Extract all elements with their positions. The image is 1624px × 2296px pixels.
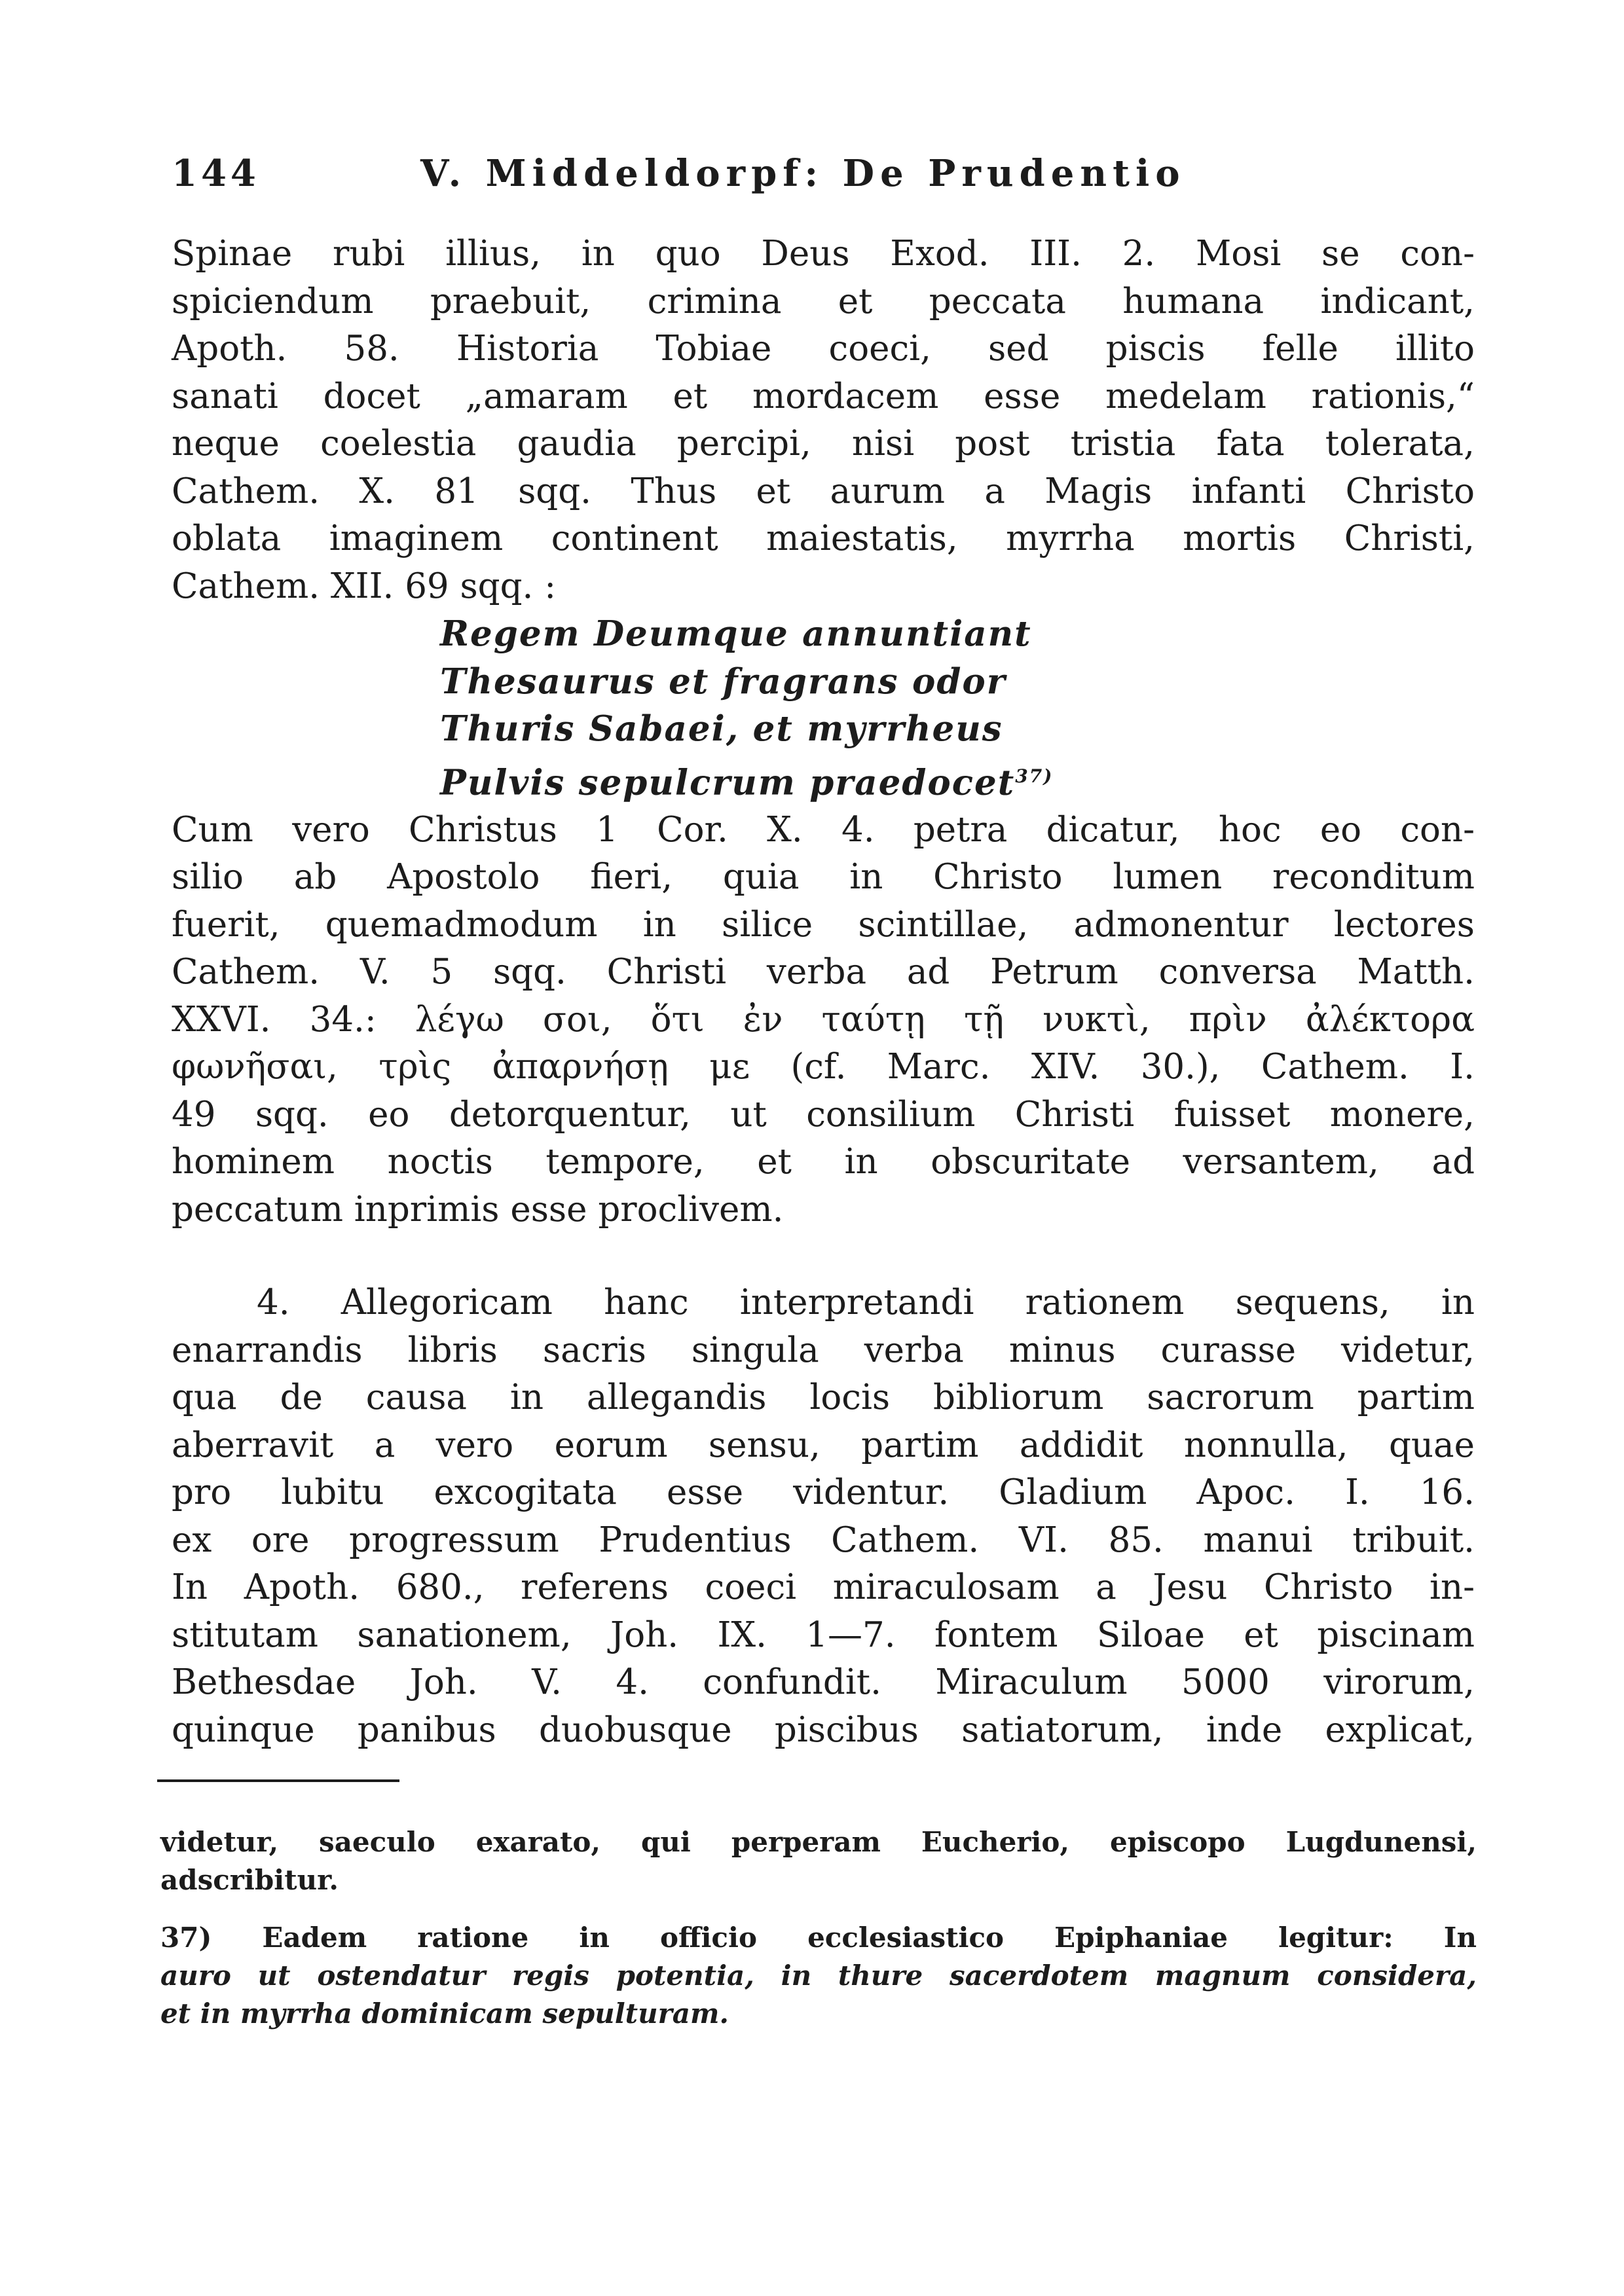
text-line: oblata imaginem continent maiestatis, myrrha mortis Christi, xyxy=(172,519,1475,558)
main-text xyxy=(172,230,1475,1754)
text-line: neque coelestia gaudia percipi, nisi post tristia fata tolerata, xyxy=(172,424,1475,464)
footnote-ref: 37) xyxy=(1015,765,1054,787)
verse-line: Thuris Sabaei, et myrrheus xyxy=(440,708,1003,749)
running-header xyxy=(172,152,1481,204)
text-line: hominem noctis tempore, et in obscuritate versantem, ad xyxy=(172,1142,1475,1182)
text-line-greek: φωνῆσαι, τρὶς ἀπαρνήσῃ με (cf. Marc. XIV. 30.), Cathem. I. xyxy=(172,1047,1475,1087)
footnote-separator xyxy=(157,1779,399,1782)
footnote-line: videtur, saeculo exarato, qui perperam Eucherio, episcopo Lugdunensi, xyxy=(160,1826,1477,1858)
text-line: Bethesdae Joh. V. 4. confundit. Miraculum 5000 virorum, xyxy=(172,1662,1475,1703)
verse-line: Thesaurus et fragrans odor xyxy=(440,661,1006,702)
text-line: stitutam sanationem, Joh. IX. 1—7. fontem Siloae et piscinam xyxy=(172,1614,1475,1655)
paragraph-start: 4. Allegoricam hanc interpretandi rationem sequens, in xyxy=(257,1283,1475,1323)
text-line: In Apoth. 680., referens coeci miraculosam a Jesu Christo in- xyxy=(172,1567,1475,1608)
text-line: enarrandis libris sacris singula verba minus curasse videtur, xyxy=(172,1330,1475,1370)
footnote-line: auro ut ostendatur regis potentia, in thure sacerdotem magnum considera, xyxy=(160,1959,1477,1992)
footnote-line: 37) Eadem ratione in officio ecclesiastico Epiphaniae legitur: In xyxy=(160,1922,1477,1954)
footnotes xyxy=(160,1823,1477,2033)
text-line: Spinae rubi illius, in quo Deus Exod. III. 2. Mosi se con- xyxy=(172,234,1475,274)
text-line: ex ore progressum Prudentius Cathem. VI. 85. manui tribuit. xyxy=(172,1520,1475,1560)
text-line: peccatum inprimis esse proclivem. xyxy=(172,1189,784,1230)
text-line: Cathem. XII. 69 sqq. : xyxy=(172,566,557,606)
text-line: sanati docet „amaram et mordacem esse medelam rationis,“ xyxy=(172,376,1475,416)
footnote-line: adscribitur. xyxy=(160,1864,339,1896)
text-line: silio ab Apostolo fieri, quia in Christo lumen reconditum xyxy=(172,857,1475,898)
text-line: aberravit a vero eorum sensu, partim addidit nonnulla, quae xyxy=(172,1425,1475,1465)
text-line: spiciendum praebuit, crimina et peccata humana indicant, xyxy=(172,281,1475,321)
verse-text: Pulvis sepulcrum praedocet xyxy=(440,762,1016,803)
text-line: Apoth. 58. Historia Tobiae coeci, sed piscis felle illito xyxy=(172,329,1475,369)
page-number: 144 xyxy=(172,152,260,195)
text-line: Cum vero Christus 1 Cor. X. 4. petra dicatur, hoc eo con- xyxy=(172,809,1475,850)
text-line-greek: XXVI. 34.: λέγω σοι, ὅτι ἐν ταύτῃ τῇ νυκτὶ, πρὶν ἀλέκτορα xyxy=(172,999,1475,1040)
text-line: fuerit, quemadmodum in silice scintillae, admonentur lectores xyxy=(172,904,1475,945)
verse-line: Regem Deumque annuntiant xyxy=(440,613,1032,654)
running-title: V. Middeldorpf: De Prudentio xyxy=(420,152,1186,195)
text-line: Cathem. V. 5 sqq. Christi verba ad Petrum conversa Matth. xyxy=(172,952,1475,993)
text-line: qua de causa in allegandis locis bibliorum sacrorum partim xyxy=(172,1377,1475,1418)
verse-line-last xyxy=(172,753,1475,807)
paragraph-gap xyxy=(172,1233,1475,1279)
text-line: 49 sqq. eo detorquentur, ut consilium Christi fuisset monere, xyxy=(172,1094,1475,1135)
footnote-gap xyxy=(160,1899,1477,1919)
footnote-line: et in myrrha dominicam sepulturam. xyxy=(160,1997,729,2030)
text-line: quinque panibus duobusque piscibus satiatorum, inde explicat, xyxy=(172,1709,1475,1750)
text-line: pro lubitu excogitata esse videntur. Gladium Apoc. I. 16. xyxy=(172,1472,1475,1513)
text-line: Cathem. X. 81 sqq. Thus et aurum a Magis infanti Christo xyxy=(172,471,1475,511)
